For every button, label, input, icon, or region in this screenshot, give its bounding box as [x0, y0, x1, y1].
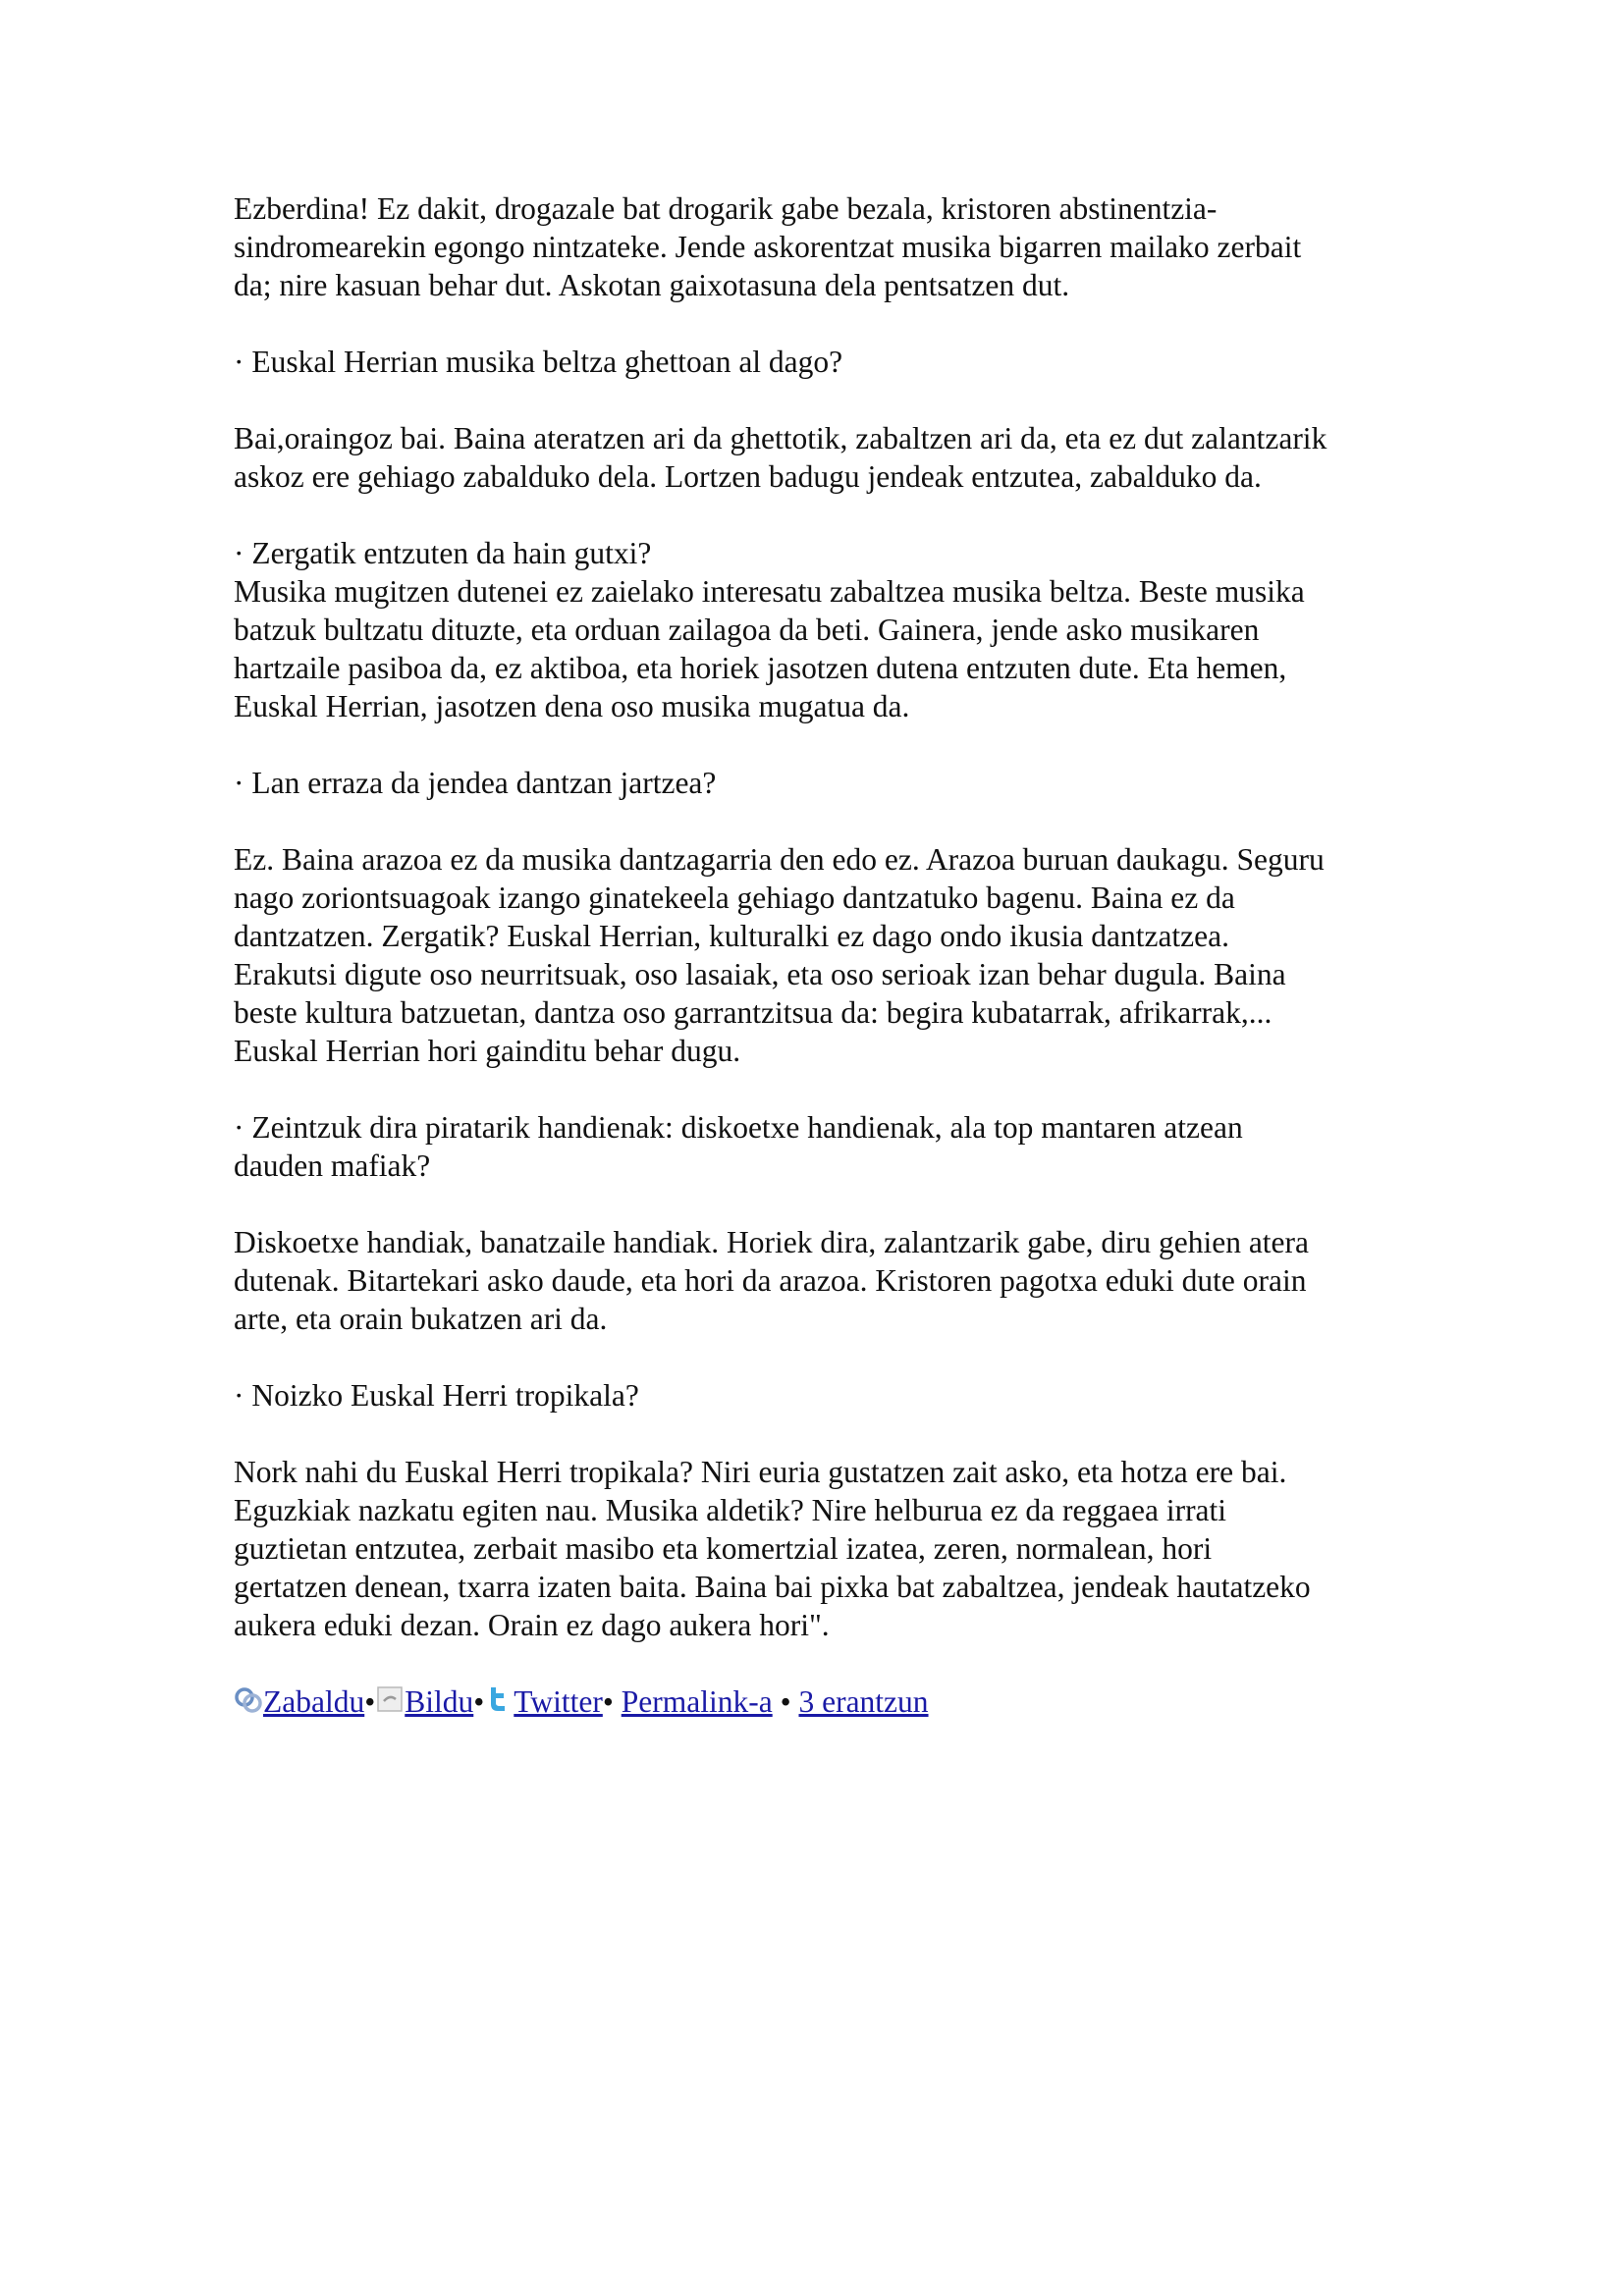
text-line: batzuk bultzatu dituzte, eta orduan zailagoa da beti. Gainera, jende asko musikaren — [234, 613, 1260, 647]
comments-link[interactable]: 3 erantzun — [798, 1684, 929, 1719]
text-line: Ezberdina! Ez dakit, drogazale bat drogarik gabe bezala, kristoren abstinentzia- — [234, 191, 1218, 226]
paragraph-answer-5 — [234, 1223, 1412, 1338]
separator: • — [473, 1684, 485, 1719]
text-line: Eguzkiak nazkatu egiten nau. Musika aldetik? Nire helburua ez da reggaea irrati — [234, 1493, 1227, 1527]
separator: • — [364, 1684, 376, 1719]
text-line: dutenak. Bitartekari asko daude, eta hori da arazoa. Kristoren pagotxa eduki dute orain — [234, 1263, 1307, 1298]
twitter-link[interactable]: Twitter — [514, 1684, 603, 1719]
text-line: askoz ere gehiago zabalduko dela. Lortzen badugu jendeak entzutea, zabalduko da. — [234, 459, 1262, 494]
text-line: da; nire kasuan behar dut. Askotan gaixotasuna dela pentsatzen dut. — [234, 268, 1070, 302]
text-line: dantzatzen. Zergatik? Euskal Herrian, kulturalki ez dago ondo ikusia dantzatzea. — [234, 919, 1229, 953]
text-line: Euskal Herrian hori gainditu behar dugu. — [234, 1034, 741, 1068]
separator: • — [780, 1684, 791, 1719]
text-line: beste kultura batzuetan, dantza oso garrantzitsua da: begira kubatarrak, afrikarrak,... — [234, 995, 1272, 1030]
question-and-answer-3 — [234, 534, 1412, 725]
question-5 — [234, 1108, 1412, 1185]
text-line: · Zeintzuk dira piratarik handienak: diskoetxe handienak, ala top mantaren atzean — [234, 1110, 1243, 1145]
question-4 — [234, 764, 1412, 802]
text-line: dauden mafiak? — [234, 1148, 431, 1183]
document-page — [234, 189, 1412, 1721]
text-line: gertatzen denean, txarra izaten baita. Baina bai pixka bat zabaltzea, jendeak hautatzeko — [234, 1570, 1311, 1604]
question-1 — [234, 343, 1412, 381]
separator: • — [602, 1684, 614, 1719]
text-line: · Zergatik entzuten da hain gutxi? — [234, 536, 652, 570]
paragraph-answer-2 — [234, 419, 1412, 496]
bookmark-icon[interactable] — [375, 1684, 405, 1714]
text-line: hartzaile pasiboa da, ez aktiboa, eta horiek jasotzen dutena entzuten dute. Eta hemen, — [234, 651, 1287, 685]
text-line: Bai,oraingoz bai. Baina ateratzen ari da ghettotik, zabaltzen ari da, eta ez dut zalantzarik — [234, 421, 1327, 455]
text-line: arte, eta orain bukatzen ari da. — [234, 1302, 608, 1336]
text-line: Ez. Baina arazoa ez da musika dantzagarria den edo ez. Arazoa buruan daukagu. Seguru — [234, 842, 1325, 877]
text-line: Euskal Herrian, jasotzen dena oso musika mugatua da. — [234, 689, 910, 723]
text-line: Erakutsi digute oso neurritsuak, oso lasaiak, eta oso serioak izan behar dugula. Baina — [234, 957, 1286, 991]
paragraph-answer-1 — [234, 189, 1412, 304]
paragraph-answer-4 — [234, 840, 1412, 1070]
zabaldu-link[interactable]: Zabaldu — [263, 1684, 365, 1719]
text-line: sindromearekin egongo nintzateke. Jende askorentzat musika bigarren mailako zerbait — [234, 230, 1302, 264]
bildu-link[interactable]: Bildu — [405, 1684, 474, 1719]
text-line: nago zoriontsuagoak izango ginatekeela gehiago dantzatuko bagenu. Baina ez da — [234, 881, 1235, 915]
share-icon[interactable] — [234, 1684, 263, 1714]
text-line: Nork nahi du Euskal Herri tropikala? Niri euria gustatzen zait asko, eta hotza ere bai. — [234, 1455, 1287, 1489]
paragraph-answer-6 — [234, 1453, 1412, 1644]
text-line: aukera eduki dezan. Orain ez dago aukera hori". — [234, 1608, 830, 1642]
text-line: Musika mugitzen dutenei ez zaielako interesatu zabaltzea musika beltza. Beste musika — [234, 574, 1305, 609]
text-line: guztietan entzutea, zerbait masibo eta komertzial izatea, zeren, normalean, hori — [234, 1531, 1213, 1566]
text-line: Diskoetxe handiak, banatzaile handiak. Horiek dira, zalantzarik gabe, diru gehien atera — [234, 1225, 1310, 1259]
twitter-icon[interactable] — [484, 1684, 514, 1714]
text-line: · Euskal Herrian musika beltza ghettoan al dago? — [234, 345, 843, 379]
post-links-bar — [234, 1682, 1412, 1721]
question-6 — [234, 1376, 1412, 1415]
text-line: · Lan erraza da jendea dantzan jartzea? — [234, 766, 717, 800]
text-line: · Noizko Euskal Herri tropikala? — [234, 1378, 639, 1413]
permalink-link[interactable]: Permalink-a — [621, 1684, 773, 1719]
